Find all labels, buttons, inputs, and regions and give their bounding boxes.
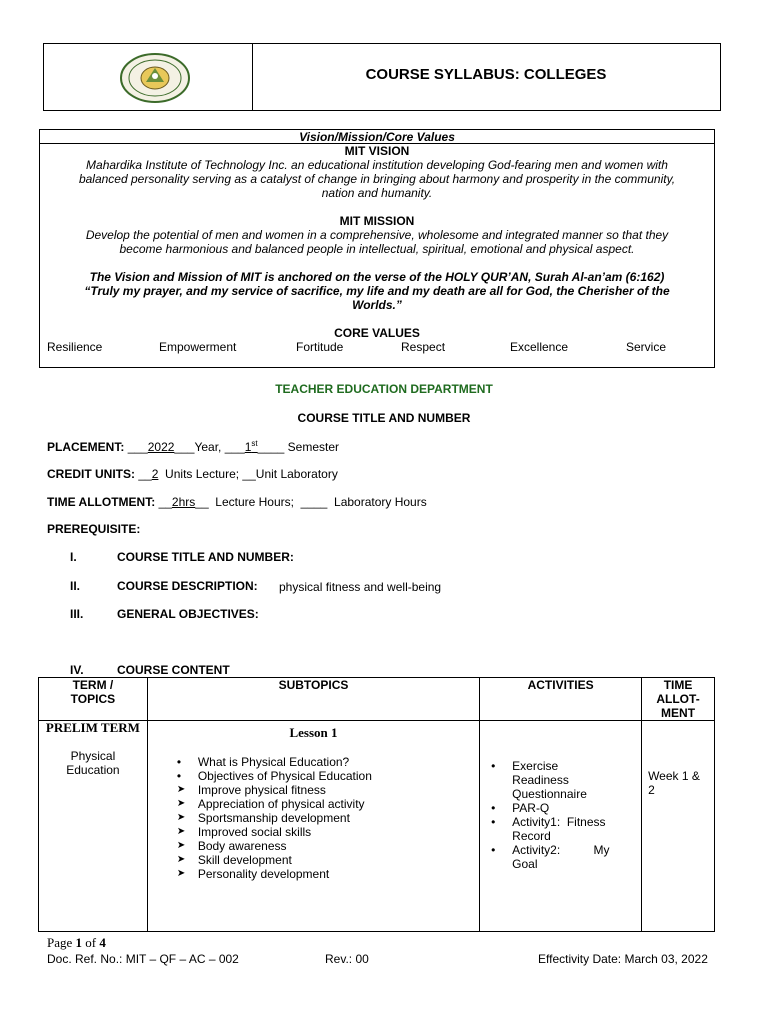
table-header-row — [39, 678, 715, 721]
mission-text-line: Develop the potential of men and women in a comprehensive, wholesome and integrated manner so that they — [85, 228, 669, 242]
quran-line: Worlds.” — [352, 298, 402, 312]
bullet-icon: • — [491, 843, 496, 857]
quran-line: The Vision and Mission of MIT is anchored on the verse of the HOLY QUR’AN, Surah Al-an’am (6:162) — [89, 270, 665, 284]
arrow-bullet-icon: ➤ — [176, 798, 186, 809]
header-time-allotment: TIME ALLOT- MENT — [642, 678, 715, 721]
placement-line — [47, 439, 339, 454]
subtopic-text: Improve physical fitness — [197, 783, 326, 797]
placement-label: PLACEMENT: — [47, 440, 125, 454]
revision: Rev.: 00 — [325, 952, 369, 966]
mission-text-line: become harmonious and balanced people in intellectual, spiritual, emotional and physical aspect. — [119, 242, 635, 256]
subtopic-item — [173, 853, 479, 867]
subtopic-item — [173, 839, 479, 853]
course-title-heading: COURSE TITLE AND NUMBER — [297, 411, 471, 425]
placement-post: ____ Semester — [257, 440, 340, 454]
bullet-icon: • — [176, 755, 182, 769]
time-allotment-label: TIME ALLOTMENT: — [47, 495, 156, 509]
time-cell — [642, 721, 715, 932]
subtopics-cell — [147, 721, 479, 932]
core-value: Empowerment — [159, 340, 237, 354]
mission-title: MIT MISSION — [339, 214, 415, 228]
bullet-icon: • — [491, 759, 496, 773]
arrow-bullet-icon: ➤ — [176, 826, 186, 837]
subtopic-text: Objectives of Physical Education — [197, 769, 372, 783]
section-title: COURSE CONTENT — [117, 663, 230, 677]
section-title: COURSE DESCRIPTION: — [117, 579, 258, 593]
subtopic-text: Sportsmanship development — [197, 811, 350, 825]
credit-units-line — [47, 467, 338, 481]
subtopic-text: Skill development — [197, 853, 292, 867]
placement-year: 2022 — [147, 440, 175, 454]
subtopic-text: Appreciation of physical activity — [197, 797, 365, 811]
core-value: Respect — [401, 340, 446, 354]
activity-text: Activity2: My — [512, 843, 610, 857]
term-cell — [39, 721, 148, 932]
page-title: COURSE SYLLABUS: COLLEGES — [365, 66, 607, 83]
activity-text: Readiness — [512, 773, 569, 787]
activity-item — [487, 801, 635, 815]
arrow-bullet-icon: ➤ — [176, 868, 186, 879]
subtopic-item — [173, 867, 479, 881]
vision-mission-heading: Vision/Mission/Core Values — [299, 130, 455, 144]
section-number: III. — [70, 607, 84, 621]
section-title: COURSE TITLE AND NUMBER: — [117, 550, 294, 564]
arrow-bullet-icon: ➤ — [176, 840, 186, 851]
time-line: 2 — [648, 783, 655, 797]
core-value: Service — [626, 340, 667, 354]
bullet-icon: • — [491, 815, 496, 829]
time-allotment-line — [47, 495, 427, 509]
subtopic-text: What is Physical Education? — [197, 755, 350, 769]
subtopic-text: Improved social skills — [197, 825, 312, 839]
subtopic-item — [173, 783, 479, 797]
core-value: Fortitude — [296, 340, 344, 354]
bullet-icon: • — [176, 769, 182, 783]
quran-line: “Truly my prayer, and my service of sacrifice, my life and my death are all for God, the Cherisher of the — [84, 284, 670, 298]
activity-text: Exercise — [512, 759, 559, 773]
core-value: Resilience — [47, 340, 103, 354]
subtopic-text: Body awareness — [197, 839, 287, 853]
course-description-value: physical fitness and well-being — [279, 580, 442, 594]
credit-units-value: 2 — [151, 467, 159, 481]
department-title: TEACHER EDUCATION DEPARTMENT — [275, 382, 493, 396]
term-name: PRELIM TERM — [45, 720, 140, 735]
header-subtopics: SUBTOPICS — [147, 678, 479, 721]
placement-pre: ___ — [127, 440, 148, 454]
subtopic-item — [173, 755, 479, 769]
core-value: Excellence — [510, 340, 569, 354]
placement-semester: 1st — [244, 439, 258, 454]
course-content-table — [38, 677, 715, 932]
activity-text: Record — [512, 829, 551, 843]
table-row — [39, 721, 715, 932]
activity-item — [487, 759, 635, 801]
section-number: IV. — [70, 663, 84, 677]
section-title: GENERAL OBJECTIVES: — [117, 607, 259, 621]
activity-text: Questionnaire — [512, 787, 587, 801]
lesson-title: Lesson 1 — [289, 725, 338, 740]
section-number: I. — [70, 550, 77, 564]
topic-line: Physical — [70, 749, 116, 763]
core-values-title: CORE VALUES — [334, 326, 420, 340]
subtopic-text: Personality development — [197, 867, 330, 881]
subtopic-item — [173, 797, 479, 811]
activity-text: Activity1: Fitness — [512, 815, 606, 829]
activities-cell — [480, 721, 642, 932]
institution-seal-icon — [118, 52, 192, 104]
credit-units-pre: __ — [138, 467, 152, 481]
credit-units-label: CREDIT UNITS: — [47, 467, 135, 481]
activity-item — [487, 815, 635, 843]
time-line: Week 1 & — [648, 769, 700, 783]
prerequisite-label: PREREQUISITE: — [47, 522, 141, 536]
arrow-bullet-icon: ➤ — [176, 784, 186, 795]
credit-units-post: Units Lecture; __Unit Laboratory — [158, 467, 338, 481]
activity-text: Goal — [512, 857, 538, 871]
time-allotment-post: __ Lecture Hours; ____ Laboratory Hours — [195, 495, 427, 509]
topic-line: Education — [66, 763, 120, 777]
effectivity-date: Effectivity Date: March 03, 2022 — [538, 952, 708, 966]
section-number: II. — [70, 579, 81, 593]
page-number: Page 1 of 4 — [47, 935, 106, 950]
placement-mid: ___Year, ___ — [174, 440, 245, 454]
vision-title: MIT VISION — [344, 144, 410, 158]
subtopic-item — [173, 825, 479, 839]
activity-item — [487, 843, 635, 871]
time-allotment-value: 2hrs — [171, 495, 196, 509]
doc-ref: Doc. Ref. No.: MIT – QF – AC – 002 — [47, 952, 239, 966]
time-allotment-pre: __ — [158, 495, 172, 509]
vision-text-line: balanced personality serving as a catalyst of change in bringing about harmony and prosperity in the community, — [78, 172, 676, 186]
vision-text-line: nation and humanity. — [321, 186, 433, 200]
arrow-bullet-icon: ➤ — [176, 812, 186, 823]
subtopic-item — [173, 811, 479, 825]
header-term-topics: TERM / TOPICS — [39, 678, 148, 721]
subtopic-list — [173, 755, 479, 881]
subtopic-item — [173, 769, 479, 783]
vision-text-line: Mahardika Institute of Technology Inc. an educational institution developing God-fearing men and women with — [86, 158, 668, 172]
arrow-bullet-icon: ➤ — [176, 854, 186, 865]
activity-text: PAR-Q — [512, 801, 550, 815]
bullet-icon: • — [491, 801, 496, 815]
activity-list — [487, 759, 635, 871]
header-activities: ACTIVITIES — [480, 678, 642, 721]
